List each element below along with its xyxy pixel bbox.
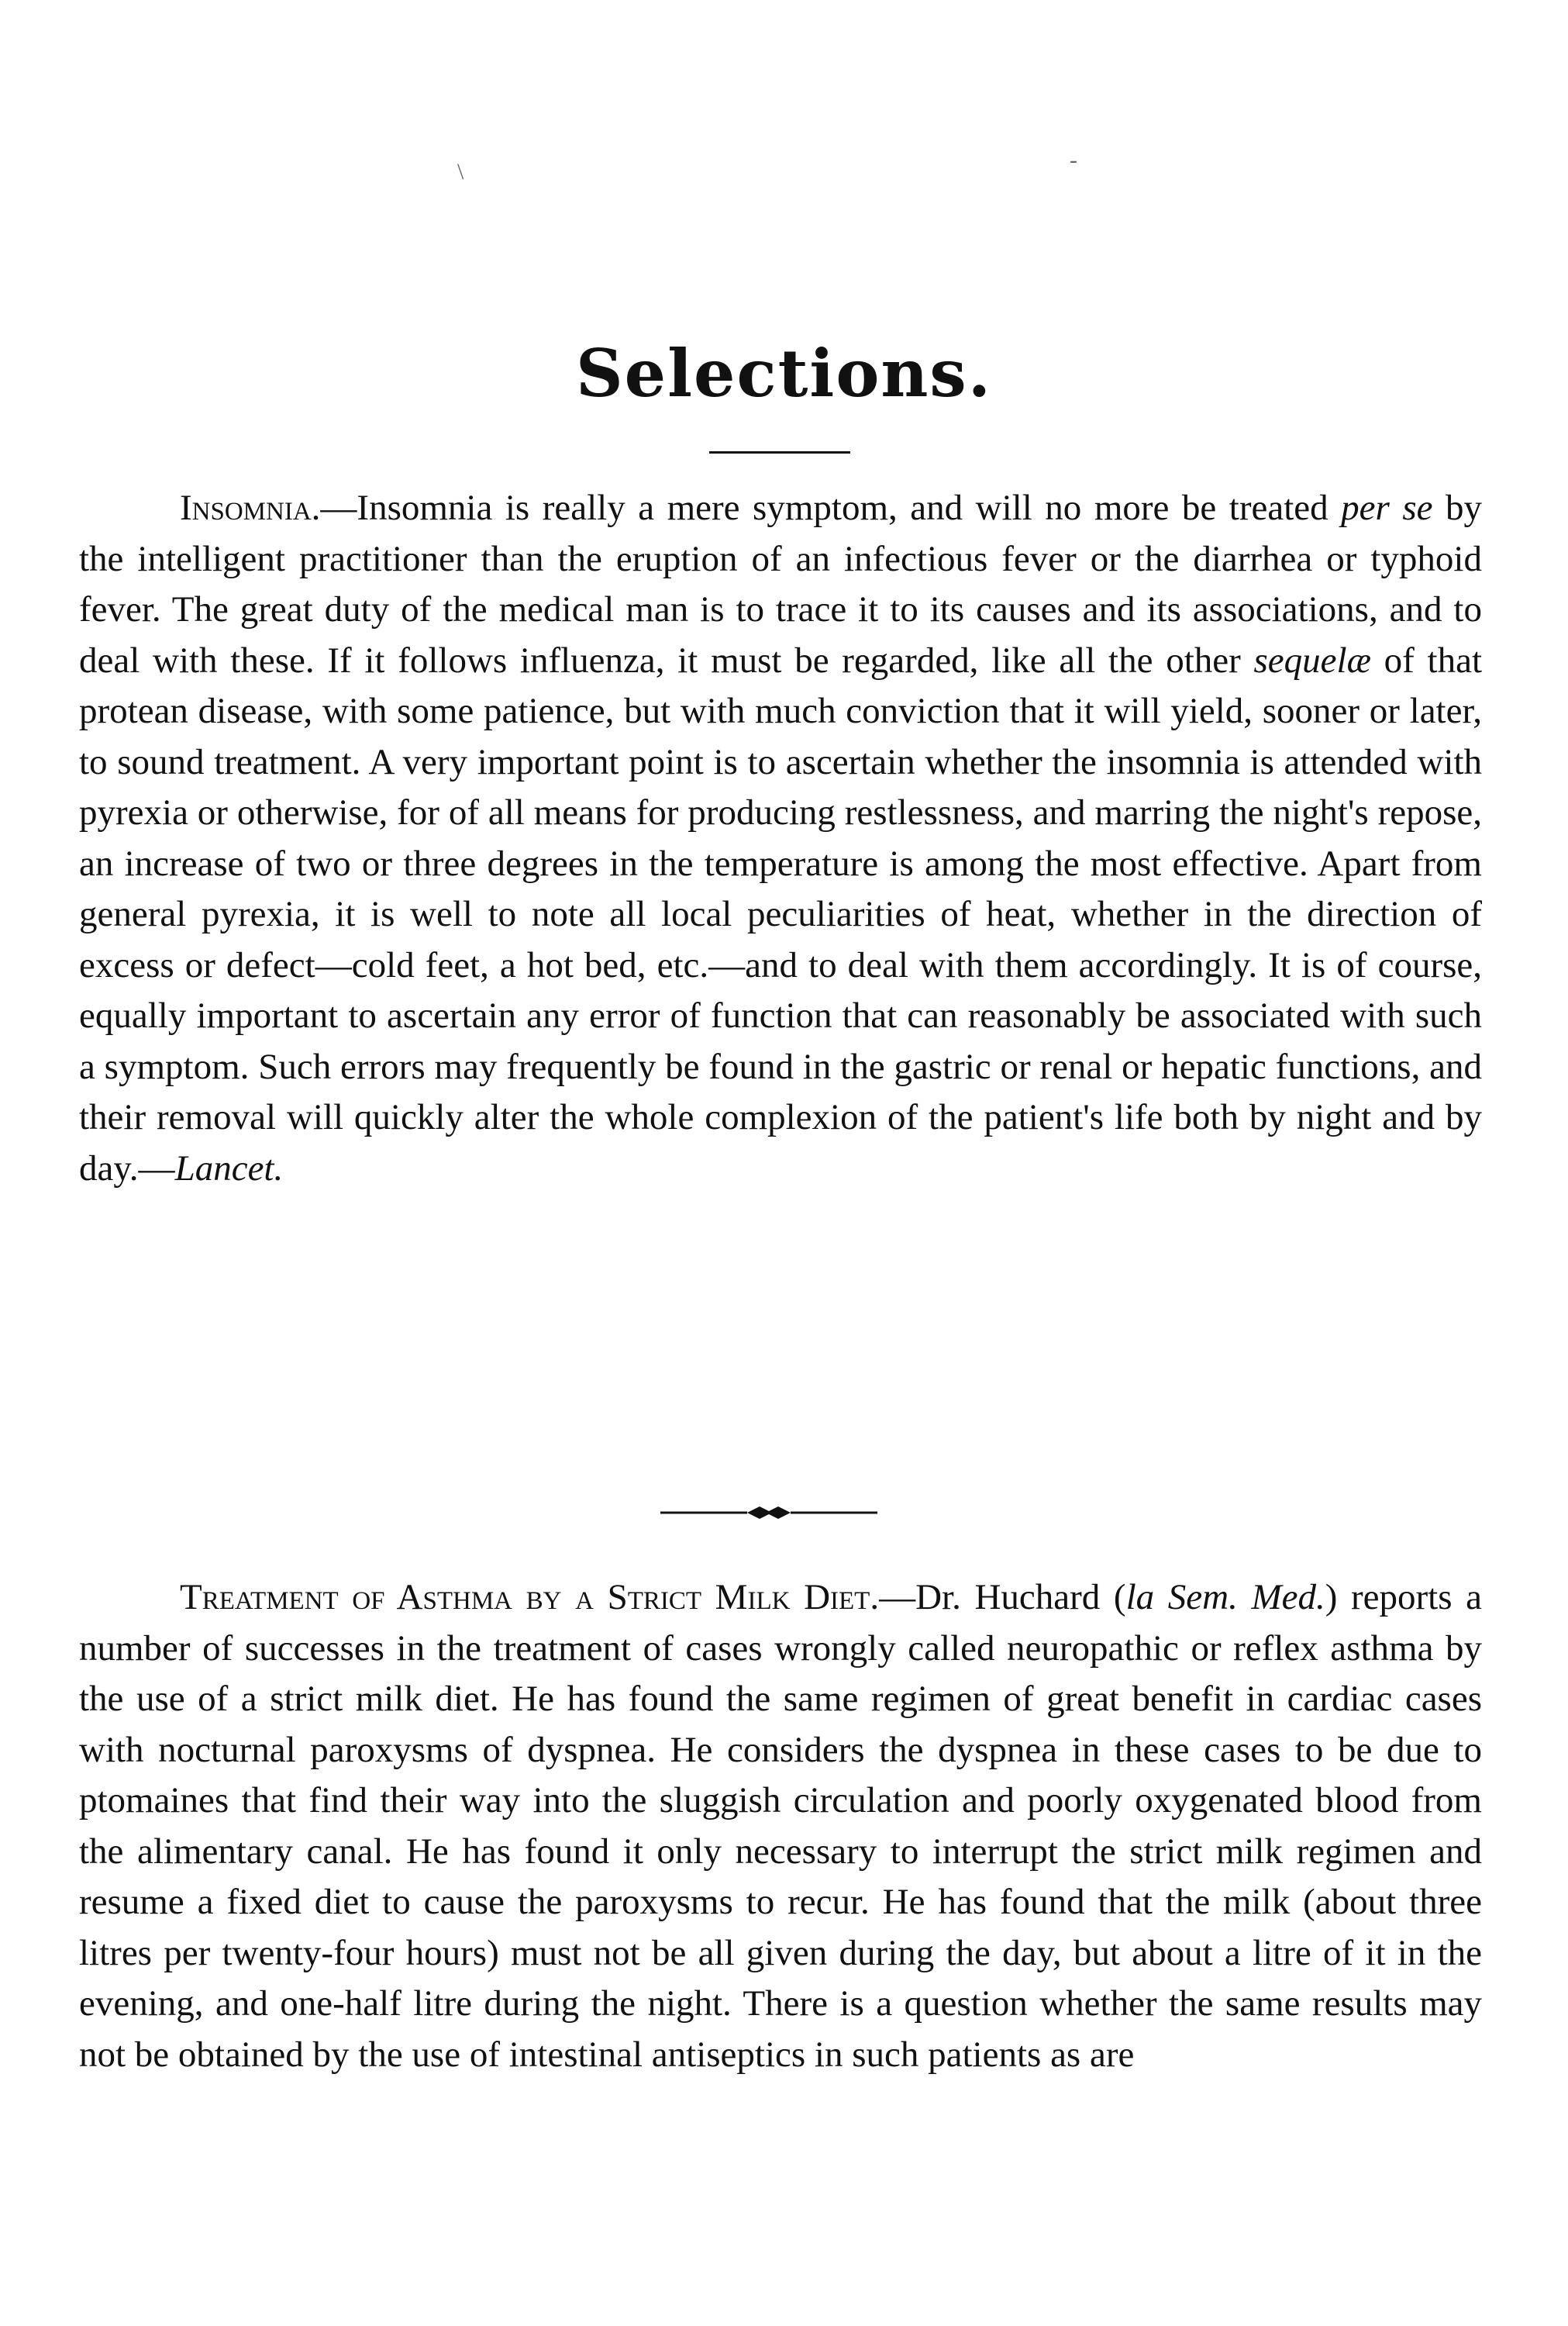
article-body: —Insomnia is really a mere symptom, and will no more be treated — [320, 488, 1342, 528]
article-insomnia — [79, 483, 1482, 1194]
print-speck: - — [1070, 147, 1077, 173]
article-source: Lancet. — [174, 1147, 284, 1189]
page-title: Selections. — [576, 335, 992, 412]
article-emphasis: sequelæ — [1253, 640, 1371, 681]
print-speck: \ — [457, 159, 464, 185]
article-emphasis: la Sem. Med. — [1125, 1577, 1325, 1617]
article-emphasis: per se — [1341, 488, 1433, 528]
article-asthma-milk-diet — [79, 1572, 1482, 2080]
article-body: of that protean disease, with some patience, but with much conviction that it will yield, sooner or later, to sound treatment. A very important point is to ascertain whether the insomnia is attended with pyrexia or otherwise, for of all means for producing restlessness, and marring the night's repose, an increase of two or three degrees in the temperature is among the most effective. Apart from general pyrexia, it is well to note all local peculiarities of heat, whether in the direction of excess or defect—cold feet, a hot bed, etc.—and to deal with them accordingly. It is of course, equally important to ascertain any error of function that can reasonably be associated with such a symptom. Such errors may frequently be found in the gastric or renal or hepatic functions, and their removal will quickly alter the whole complexion of the patient's life both by night and by day.— — [79, 640, 1482, 1189]
section-divider-ornament — [660, 1497, 877, 1528]
article-body: ) reports a number of successes in the treatment of cases wrongly called neuropathic or reflex asthma by the use of a strict milk diet. He has found the same regimen of great benefit in cardiac cases with nocturnal paroxysms of dyspnea. He considers the dyspnea in these cases to be due to ptomaines that find their way into the sluggish circulation and poorly oxygenated blood from the alimentary canal. He has found it only necessary to interrupt the strict milk regimen and resume a fixed diet to cause the paroxysms to recur. He has found that the milk (about three litres per twenty-four hours) must not be all given during the day, but about a litre of it in the evening, and one-half litre during the night. There is a question whether the same results may not be obtained by the use of intestinal antiseptics in such patients as are — [79, 1577, 1483, 2075]
article-body: by the intelligent practitioner than the eruption of an infectious fever or the diarrhea or typhoid fever. The great duty of the medical man is to trace it to its causes and its associations, and to deal with these. If it follows influenza, it must be regarded, like all the other — [79, 488, 1483, 681]
article-heading: Treatment of Asthma by a Strict Milk Diet. — [180, 1577, 880, 1617]
article-heading: Insomnia. — [180, 488, 321, 528]
title-rule — [709, 451, 850, 454]
article-body: —Dr. Huchard ( — [879, 1577, 1126, 1617]
